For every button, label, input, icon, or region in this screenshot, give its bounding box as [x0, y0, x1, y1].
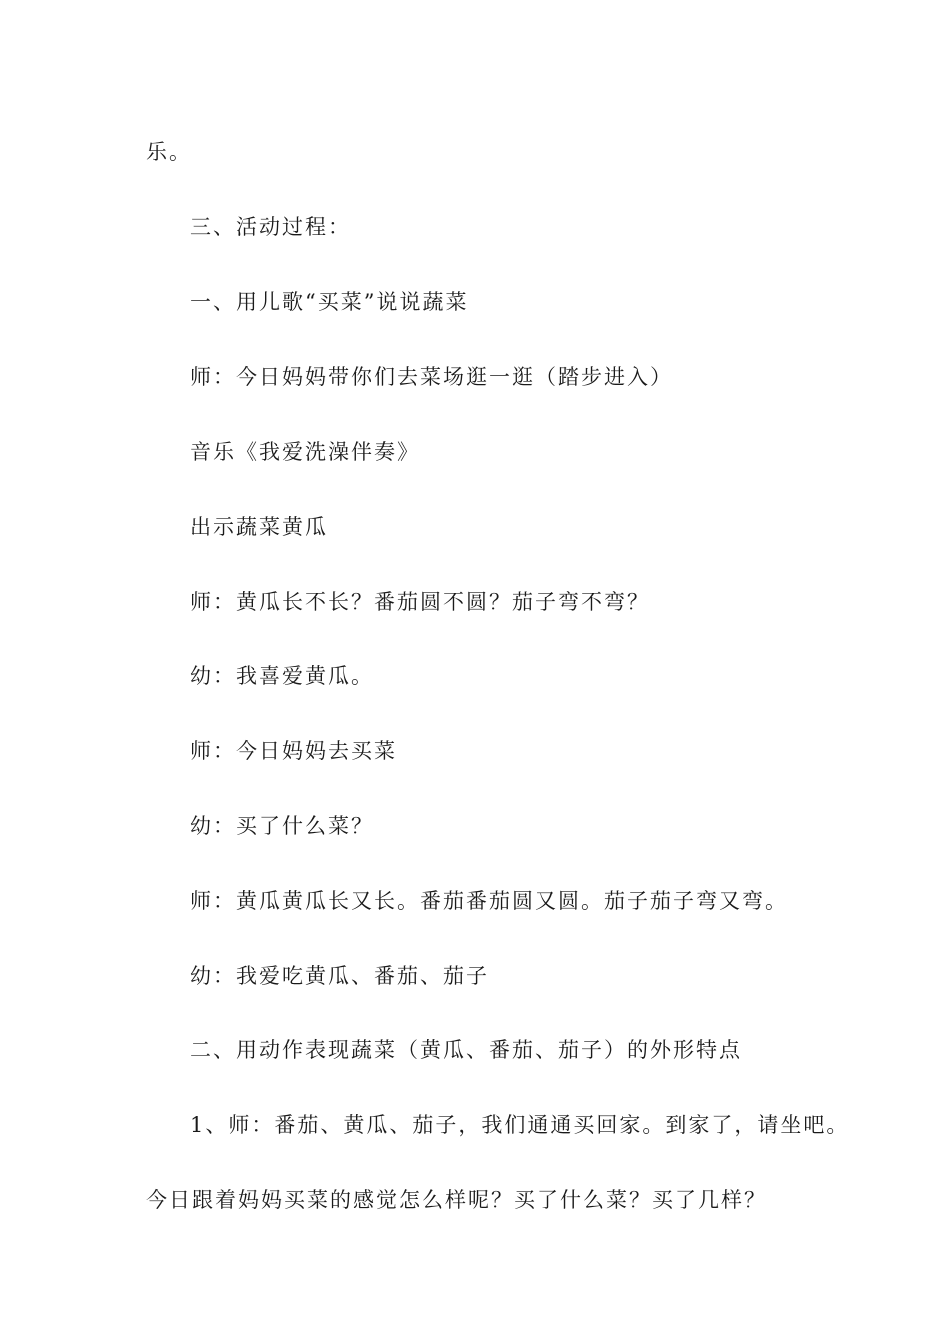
section-heading-activity-process: 三、活动过程：: [190, 215, 351, 239]
step-continuation: 今日跟着妈妈买菜的感觉怎么样呢？买了什么菜？买了几样？: [146, 1188, 767, 1212]
dialogue-line: 师：今日妈妈去买菜: [190, 739, 397, 763]
dialogue-line: 师：黄瓜长不长？番茄圆不圆？茄子弯不弯？: [190, 590, 650, 614]
dialogue-line: 幼：我爱吃黄瓜、番茄、茄子: [190, 964, 489, 988]
dialogue-line: 幼：我喜爱黄瓜。: [190, 664, 374, 688]
subheading-song: 一、用儿歌“买菜”说说蔬菜: [190, 290, 469, 314]
dialogue-line: 师：黄瓜黄瓜长又长。番茄番茄圆又圆。茄子茄子弯又弯。: [190, 889, 788, 913]
numbered-step: 1、师：番茄、黄瓜、茄子，我们通通买回家。到家了，请坐吧。: [190, 1113, 850, 1137]
dialogue-line: 师：今日妈妈带你们去菜场逛一逛（踏步进入）: [190, 365, 673, 389]
instruction-line: 出示蔬菜黄瓜: [190, 515, 328, 539]
subheading-actions: 二、用动作表现蔬菜（黄瓜、番茄、茄子）的外形特点: [190, 1038, 742, 1062]
music-line: 音乐《我爱洗澡伴奏》: [190, 440, 420, 464]
dialogue-line: 幼：买了什么菜？: [190, 814, 374, 838]
paragraph-continuation: 乐。: [146, 140, 192, 164]
